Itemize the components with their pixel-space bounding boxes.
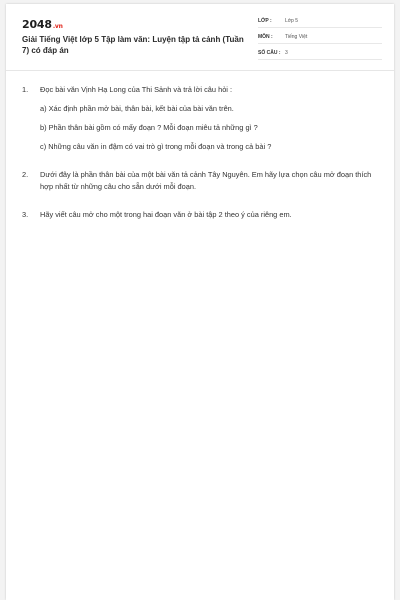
meta-row-subject <box>258 31 382 44</box>
question-list <box>22 84 382 221</box>
meta-row-class <box>258 15 382 28</box>
question-number: 1. <box>22 85 29 94</box>
document-title: Giải Tiếng Việt lớp 5 Tập làm văn: Luyện tập tả cảnh (Tuần 7) có đáp án <box>22 35 244 55</box>
site-logo[interactable] <box>22 18 63 31</box>
logo-suffix: .vn <box>52 23 63 30</box>
document-header <box>6 4 394 71</box>
meta-label-subject: MÔN : <box>258 34 273 40</box>
sub-question: b) Phần thân bài gồm có mấy đoạn ? Mỗi đoạn miêu tả những gì ? <box>40 123 258 132</box>
sub-question: a) Xác định phần mở bài, thân bài, kết bài của bài văn trên. <box>40 104 234 113</box>
meta-label-count: SỐ CÂU : <box>258 50 281 56</box>
meta-row-count <box>258 47 382 60</box>
question-text: Đọc bài văn Vịnh Hạ Long của Thi Sảnh và trả lời câu hỏi : <box>40 85 233 94</box>
question-text: Hãy viết câu mở cho một trong hai đoạn văn ở bài tập 2 theo ý của riêng em. <box>40 210 292 219</box>
meta-label-class: LỚP : <box>258 18 272 24</box>
question-number: 3. <box>22 210 29 219</box>
meta-value-count: 3 <box>285 50 288 56</box>
sub-question: c) Những câu văn in đậm có vai trò gì trong mỗi đoạn và trong cả bài ? <box>40 142 272 151</box>
document-page <box>6 4 394 600</box>
document-meta <box>258 15 382 63</box>
meta-value-class: Lớp 5 <box>285 18 299 24</box>
logo-text: 2048 <box>22 18 52 31</box>
meta-value-subject: Tiếng Việt <box>285 34 308 40</box>
question-number: 2. <box>22 170 29 179</box>
question-item <box>22 169 382 193</box>
question-text: Dưới đây là phần thân bài của một bài văn tả cảnh Tây Nguyên. Em hãy lựa chọn câu mở đoạn thích hợp nhất từ những câu cho sẵn dưới mỗi đoạn. <box>40 170 372 191</box>
question-item <box>22 209 382 221</box>
question-item <box>22 84 382 153</box>
